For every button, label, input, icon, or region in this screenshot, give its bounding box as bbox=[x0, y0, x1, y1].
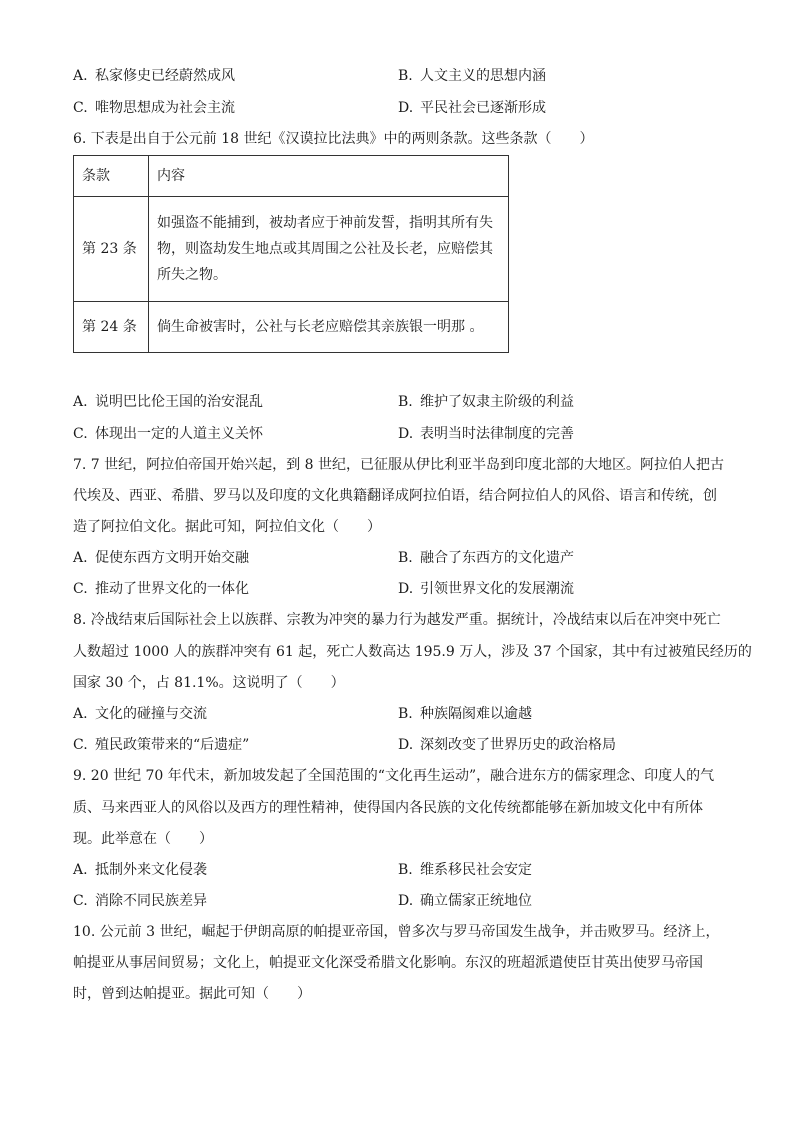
q9-option-a bbox=[73, 860, 207, 880]
option-text: 表明当时法律制度的完善 bbox=[420, 426, 574, 442]
law-table bbox=[73, 155, 509, 353]
option-letter: D. bbox=[398, 893, 414, 909]
option-letter: C. bbox=[73, 581, 88, 597]
option-letter: A. bbox=[73, 706, 88, 722]
q8-stem-line: 国家 30 个，占 81.1%。这说明了（ ） bbox=[73, 675, 345, 691]
q9-stem-line: 现。此举意在（ ） bbox=[73, 831, 213, 847]
option-text: 殖民政策带来的“后遗症” bbox=[95, 737, 250, 753]
option-text: 促使东西方文明开始交融 bbox=[95, 550, 249, 566]
q9-stem-line: 9. 20 世纪 70 年代末，新加坡发起了全国范围的“文化再生运动”，融合进东方的儒家理念、印度人的气 bbox=[73, 768, 715, 784]
option-letter: B. bbox=[398, 706, 413, 722]
option-letter: A. bbox=[73, 862, 88, 878]
option-letter: C. bbox=[73, 893, 88, 909]
q7-stem-line: 代埃及、西亚、希腊、罗马以及印度的文化典籍翻译成阿拉伯语，结合阿拉伯人的风俗、语言和传统，创 bbox=[73, 488, 717, 504]
option-text: 种族隔阂难以逾越 bbox=[420, 706, 532, 722]
table-row bbox=[74, 302, 509, 353]
q9-option-c bbox=[73, 891, 207, 911]
q6-option-d bbox=[398, 424, 574, 444]
q9-option-b bbox=[398, 860, 532, 880]
option-text: 抵制外来文化侵袭 bbox=[95, 862, 207, 878]
option-letter: C. bbox=[73, 426, 88, 442]
option-text: 推动了世界文化的一体化 bbox=[95, 581, 249, 597]
option-letter: B. bbox=[398, 550, 413, 566]
option-text: 文化的碰撞与交流 bbox=[95, 706, 207, 722]
option-letter: D. bbox=[398, 100, 414, 116]
q8-option-a bbox=[73, 704, 207, 724]
q5-option-c bbox=[73, 98, 235, 118]
option-text: 维护了奴隶主阶级的利益 bbox=[420, 394, 574, 410]
option-letter: A. bbox=[73, 394, 88, 410]
option-letter: B. bbox=[398, 68, 413, 84]
q5-option-d bbox=[398, 98, 546, 118]
option-text: 唯物思想成为社会主流 bbox=[95, 100, 235, 116]
option-text: 深刻改变了世界历史的政治格局 bbox=[420, 737, 616, 753]
q6-option-a bbox=[73, 392, 263, 412]
content-line: 如强盗不能捕到，被劫者应于神前发誓，指明其所有失 bbox=[157, 215, 493, 231]
table-header-clause: 条款 bbox=[74, 156, 149, 197]
option-text: 维系移民社会安定 bbox=[420, 862, 532, 878]
table-cell-content bbox=[149, 197, 509, 302]
content-line: 所失之物。 bbox=[157, 267, 227, 283]
q7-option-a bbox=[73, 548, 249, 568]
option-text: 说明巴比伦王国的治安混乱 bbox=[95, 394, 263, 410]
q7-option-d bbox=[398, 579, 574, 599]
option-text: 融合了东西方的文化遗产 bbox=[420, 550, 574, 566]
option-letter: A. bbox=[73, 550, 88, 566]
table-cell-content bbox=[149, 302, 509, 353]
option-text: 引领世界文化的发展潮流 bbox=[420, 581, 574, 597]
q6-option-b bbox=[398, 392, 574, 412]
q9-option-d bbox=[398, 891, 532, 911]
table-header-content: 内容 bbox=[149, 156, 509, 197]
q7-option-c bbox=[73, 579, 249, 599]
q10-stem-line: 10. 公元前 3 世纪，崛起于伊朗高原的帕提亚帝国，曾多次与罗马帝国发生战争，并击败罗马。经济上， bbox=[73, 924, 720, 940]
table-cell-clause: 第 23 条 bbox=[74, 197, 149, 302]
option-letter: D. bbox=[398, 581, 414, 597]
q5-option-b bbox=[398, 66, 546, 86]
q7-option-b bbox=[398, 548, 574, 568]
table-cell-clause: 第 24 条 bbox=[74, 302, 149, 353]
q10-stem-line: 时，曾到达帕提亚。据此可知（ ） bbox=[73, 986, 311, 1002]
q7-stem-line: 7. 7 世纪，阿拉伯帝国开始兴起，到 8 世纪，已征服从伊比利亚半岛到印度北部的大地区。阿拉伯人把古 bbox=[73, 457, 724, 473]
table-header-row bbox=[74, 156, 509, 197]
option-letter: D. bbox=[398, 737, 414, 753]
q8-option-d bbox=[398, 735, 616, 755]
option-letter: A. bbox=[73, 68, 88, 84]
q6-option-c bbox=[73, 424, 263, 444]
option-text: 人文主义的思想内涵 bbox=[420, 68, 546, 84]
option-text: 私家修史已经蔚然成风 bbox=[95, 68, 235, 84]
option-text: 平民社会已逐渐形成 bbox=[420, 100, 546, 116]
option-text: 确立儒家正统地位 bbox=[420, 893, 532, 909]
content-line: 倘生命被害时，公社与长老应赔偿其亲族银一明那 。 bbox=[157, 319, 484, 335]
content-line: 物，则盗劫发生地点或其周围之公社及长老，应赔偿其 bbox=[157, 241, 493, 257]
q5-option-a bbox=[73, 66, 235, 86]
option-letter: C. bbox=[73, 100, 88, 116]
option-letter: C. bbox=[73, 737, 88, 753]
q8-stem-line: 8. 冷战结束后国际社会上以族群、宗教为冲突的暴力行为越发严重。据统计，冷战结束以后在冲突中死亡 bbox=[73, 612, 721, 628]
option-text: 消除不同民族差异 bbox=[95, 893, 207, 909]
q7-stem-line: 造了阿拉伯文化。据此可知，阿拉伯文化（ ） bbox=[73, 519, 381, 535]
option-text: 体现出一定的人道主义关怀 bbox=[95, 426, 263, 442]
q8-stem-line: 人数超过 1000 人的族群冲突有 61 起，死亡人数高达 195.9 万人，涉及 37 个国家，其中有过被殖民经历的 bbox=[73, 644, 752, 660]
option-letter: B. bbox=[398, 862, 413, 878]
option-letter: B. bbox=[398, 394, 413, 410]
q10-stem-line: 帕提亚从事居间贸易；文化上，帕提亚文化深受希腊文化影响。东汉的班超派遣使臣甘英出使罗马帝国 bbox=[73, 955, 703, 971]
option-letter: D. bbox=[398, 426, 414, 442]
q8-option-c bbox=[73, 735, 249, 755]
q9-stem-line: 质、马来西亚人的风俗以及西方的理性精神，使得国内各民族的文化传统都能够在新加坡文化中有所体 bbox=[73, 800, 703, 816]
table-row bbox=[74, 197, 509, 302]
q6-stem: 6. 下表是出自于公元前 18 世纪《汉谟拉比法典》中的两则条款。这些条款（ ） bbox=[73, 131, 594, 147]
q8-option-b bbox=[398, 704, 532, 724]
